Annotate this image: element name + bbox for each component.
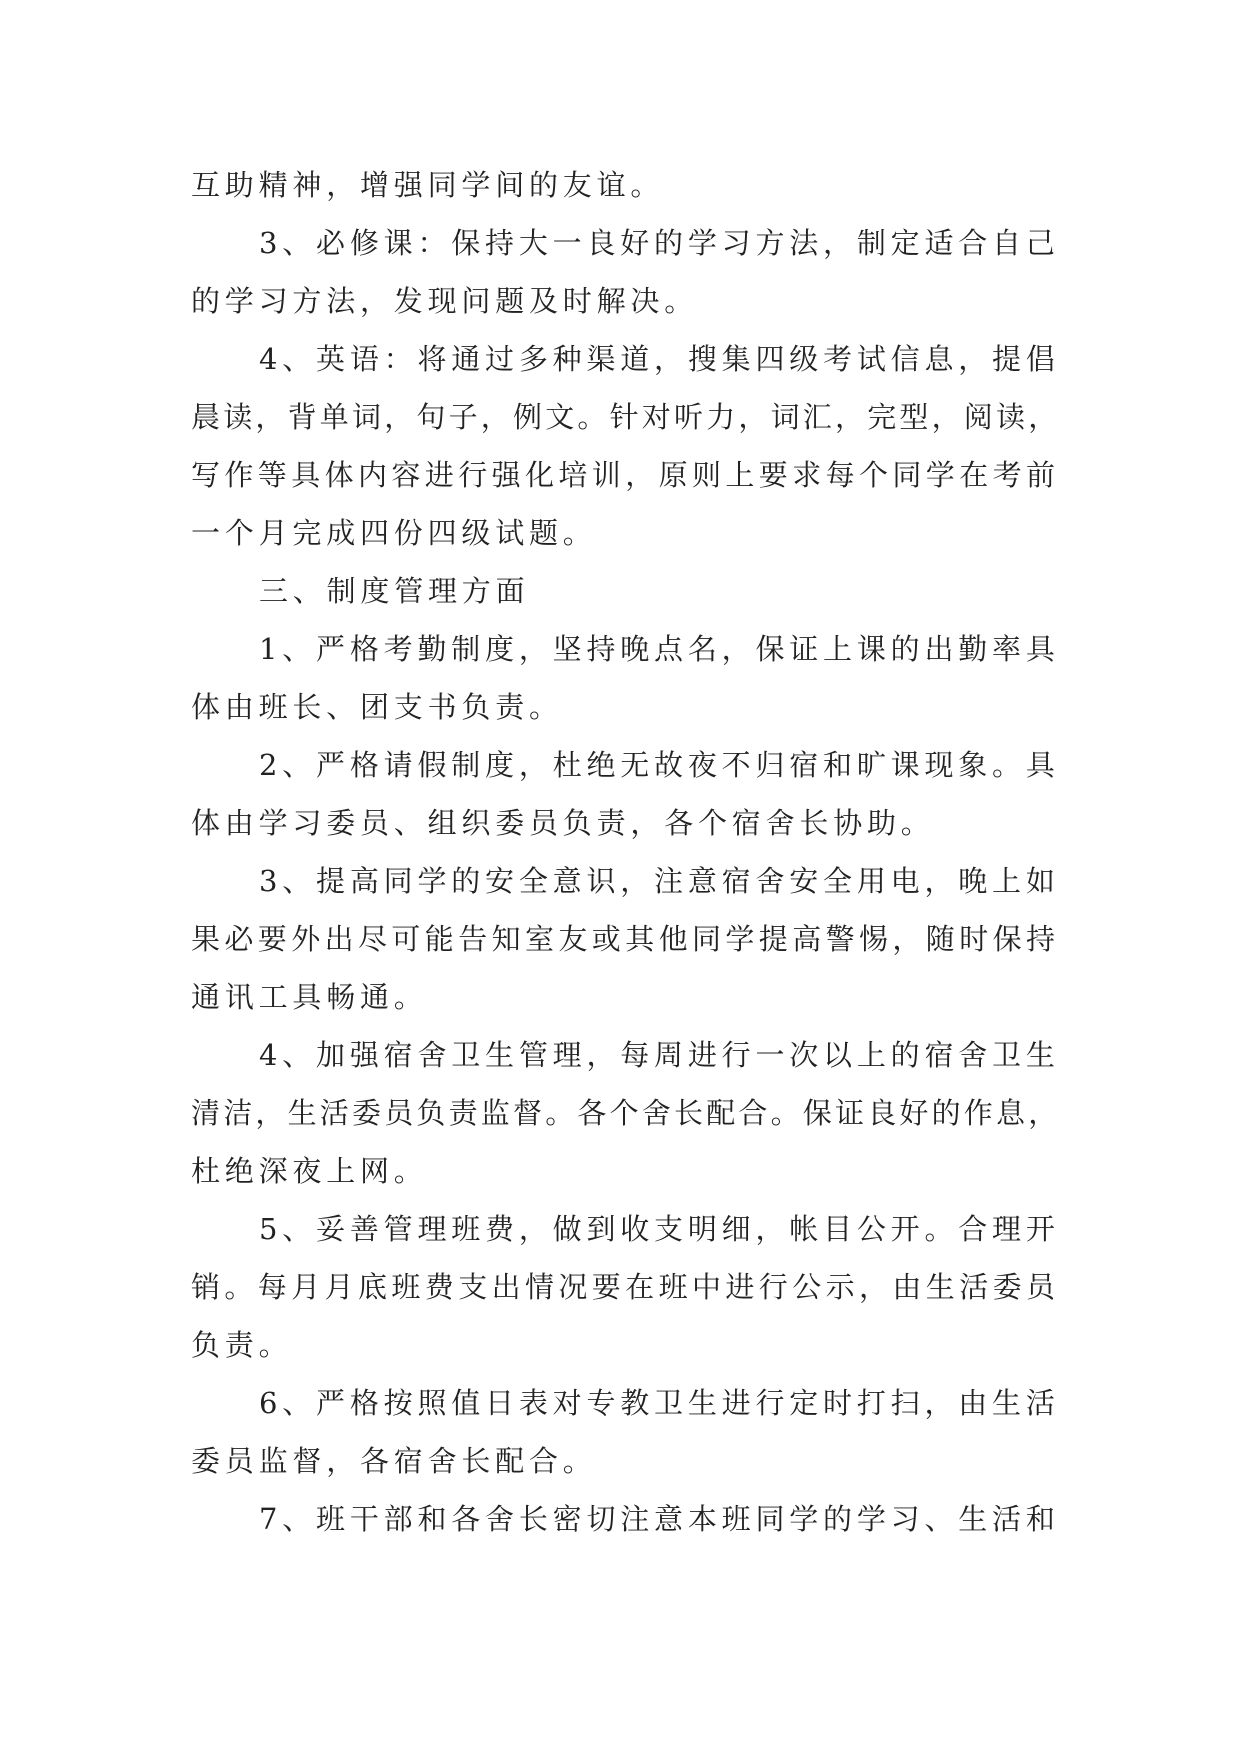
text-line: 7、班干部和各舍长密切注意本班同学的学习、生活和 xyxy=(259,1502,1060,1536)
text-line: 体由学习委员、组织委员负责，各个宿舍长协助。 xyxy=(191,806,935,840)
paragraph-dorm-hygiene xyxy=(191,1026,1061,1200)
paragraph-safety xyxy=(191,852,1061,1026)
text-line: 委员监督，各宿舍长配合。 xyxy=(191,1444,597,1478)
text-line: 体由班长、团支书负责。 xyxy=(191,690,563,724)
text-line: 3、必修课：保持大一良好的学习方法，制定适合自己 xyxy=(259,226,1060,260)
text-line: 销。每月月底班费支出情况要在班中进行公示，由生活委员 xyxy=(191,1270,1060,1304)
text-line: 清洁，生活委员负责监督。各个舍长配合。保证良好的作息， xyxy=(191,1096,1061,1130)
text-line: 果必要外出尽可能告知室友或其他同学提高警惕，随时保持 xyxy=(191,922,1060,956)
text-line: 3、提高同学的安全意识，注意宿舍安全用电，晚上如 xyxy=(259,864,1060,898)
paragraph-required-courses xyxy=(191,214,1061,330)
text-line: 晨读，背单词，句子，例文。针对听力，词汇，完型，阅读， xyxy=(191,400,1061,434)
document-body xyxy=(191,156,1061,1548)
text-line: 4、加强宿舍卫生管理，每周进行一次以上的宿舍卫生 xyxy=(259,1038,1060,1072)
paragraph-class-cadres xyxy=(191,1490,1061,1548)
text-line: 负责。 xyxy=(191,1328,293,1362)
text-line: 一个月完成四份四级试题。 xyxy=(191,516,597,550)
paragraph-english xyxy=(191,330,1061,562)
paragraph-class-funds xyxy=(191,1200,1061,1374)
text-line: 的学习方法，发现问题及时解决。 xyxy=(191,284,699,318)
text-line: 2、严格请假制度，杜绝无故夜不归宿和旷课现象。具 xyxy=(259,748,1060,782)
text-line: 通讯工具畅通。 xyxy=(191,980,428,1014)
text-line: 1、严格考勤制度，坚持晚点名，保证上课的出勤率具 xyxy=(259,632,1060,666)
text-line: 写作等具体内容进行强化培训，原则上要求每个同学在考前 xyxy=(191,458,1060,492)
paragraph-attendance xyxy=(191,620,1061,736)
text-line: 5、妥善管理班费，做到收支明细，帐目公开。合理开 xyxy=(259,1212,1060,1246)
paragraph xyxy=(191,156,1061,214)
text-line: 4、英语：将通过多种渠道，搜集四级考试信息，提倡 xyxy=(259,342,1060,376)
text-line: 杜绝深夜上网。 xyxy=(191,1154,428,1188)
text-line: 6、严格按照值日表对专教卫生进行定时打扫，由生活 xyxy=(259,1386,1060,1420)
section-heading: 三、制度管理方面 xyxy=(259,574,530,608)
paragraph-duty-roster xyxy=(191,1374,1061,1490)
paragraph-leave xyxy=(191,736,1061,852)
text-line: 互助精神，增强同学间的友谊。 xyxy=(191,168,665,202)
section-heading-system-management xyxy=(191,562,1061,620)
